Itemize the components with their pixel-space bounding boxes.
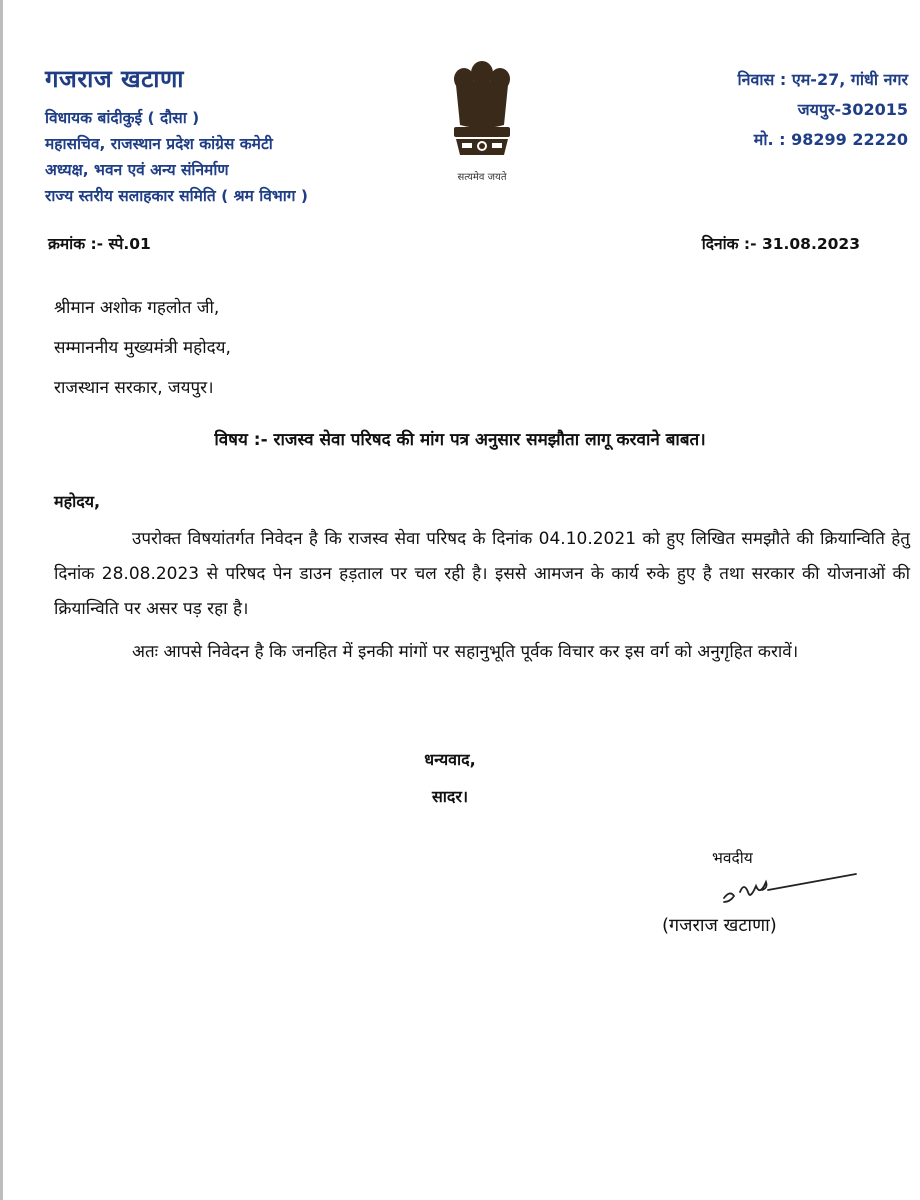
subject-line: विषय :- राजस्व सेवा परिषद की मांग पत्र अनुसार समझौता लागू करवाने बाबत।: [214, 430, 706, 450]
designation-line: महासचिव, राजस्थान प्रदेश कांग्रेस कमेटी: [45, 135, 273, 153]
reference-number: क्रमांक :- स्पे.01: [48, 235, 151, 253]
city-line: जयपुर-302015: [797, 100, 908, 119]
mobile-line: मो. : 98299 22220: [753, 130, 908, 149]
sender-name: गजराज खटाणा: [45, 65, 185, 93]
body-paragraph: अतः आपसे निवेदन है कि जनहित में इनकी मांगों पर सहानुभूति पूर्वक विचार कर इस वर्ग को अनुगृहित करावें।: [132, 642, 799, 662]
closing-block: [0, 741, 900, 815]
letterhead-left: [45, 62, 308, 209]
addressee-line: राजस्थान सरकार, जयपुर।: [54, 378, 214, 398]
regards-line: सादर।: [431, 787, 469, 806]
reference-row: [48, 232, 860, 254]
page-edge: [0, 0, 3, 1200]
designation-line: अध्यक्ष, भवन एवं अन्य संनिर्माण: [45, 161, 229, 179]
letter-body: [54, 522, 910, 678]
letterhead-address: [737, 65, 908, 155]
emblem-motto: सत्यमेव जयते: [457, 172, 507, 183]
state-emblem: [440, 55, 524, 183]
thanks-line: धन्यवाद,: [424, 750, 476, 769]
signoff: भवदीय: [712, 849, 753, 867]
designation-line: विधायक बांदीकुई ( दौसा ): [45, 109, 200, 127]
salutation: महोदय,: [54, 492, 101, 511]
residence-line: निवास : एम-27, गांधी नगर: [737, 70, 908, 89]
lion-capital-icon: [442, 55, 522, 163]
body-paragraph: उपरोक्त विषयांतर्गत निवेदन है कि राजस्व सेवा परिषद के दिनांक 04.10.2021 को हुए लिखित समझौते की क्रियान्विति हेतु दिनांक 28.08.2023 से परिषद पेन डाउन हड़ताल पर चल रही है। इससे आमजन के कार्य रुके हुए है तथा सरकार की योजनाओं की क्रियान्विति पर असर पड़ रहा है।: [54, 529, 910, 619]
letter-date: दिनांक :- 31.08.2023: [701, 235, 860, 253]
designation-line: राज्य स्तरीय सलाहकार समिति ( श्रम विभाग ): [45, 187, 308, 205]
addressee-line: श्रीमान अशोक गहलोत जी,: [54, 298, 220, 318]
addressee-line: सम्माननीय मुख्यमंत्री महोदय,: [54, 338, 231, 358]
signatory-name: (गजराज खटाणा): [662, 915, 777, 936]
addressee-block: [54, 288, 231, 408]
